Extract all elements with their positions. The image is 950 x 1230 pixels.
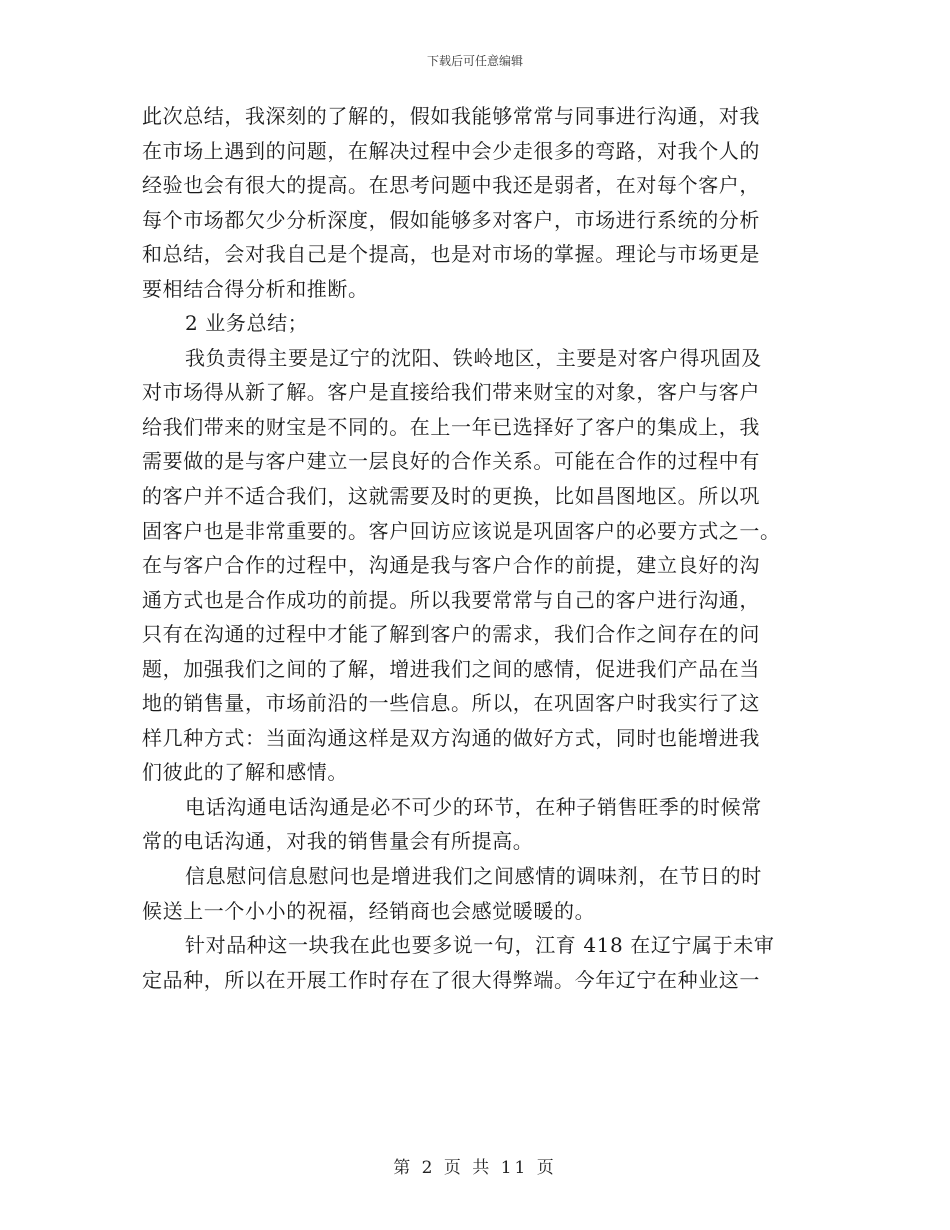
text-line: 要相结合得分析和推断。 — [142, 276, 369, 301]
text-line: 此次总结，我深刻的了解的，假如我能够常常与同事进行沟通，对我 — [142, 104, 760, 128]
text-line: 候送上一个小小的祝福，经销商也会感觉暖暖的。 — [142, 898, 596, 923]
text-line: 样几种方式：当面沟通这样是双方沟通的做好方式，同时也能增进我 — [142, 725, 760, 750]
text-line: 经验也会有很大的提高。在思考问题中我还是弱者，在对每个客户， — [142, 173, 760, 198]
text-line: 需要做的是与客户建立一层良好的合作关系。可能在合作的过程中有 — [142, 449, 760, 474]
text-line: 给我们带来的财宝是不同的。在上一年已选择好了客户的集成上，我 — [142, 414, 760, 439]
text-line: 每个市场都欠少分析深度，假如能够多对客户，市场进行系统的分析 — [142, 207, 760, 232]
text-line: 在市场上遇到的问题，在解决过程中会少走很多的弯路，对我个人的 — [142, 138, 760, 163]
text-line: 对市场得从新了解。客户是直接给我们带来财宝的对象，客户与客户 — [142, 380, 760, 405]
text-line: 定品种，所以在开展工作时存在了很大得弊端。今年辽宁在种业这一 — [142, 967, 760, 992]
text-line: 常的电话沟通，对我的销售量会有所提高。 — [142, 829, 534, 854]
page-header: 下载后可任意编辑 — [426, 54, 523, 68]
text-line: 的客户并不适合我们，这就需要及时的更换，比如昌图地区。所以巩 — [142, 484, 760, 509]
text-line: 通方式也是合作成功的前提。所以我要常常与自己的客户进行沟通， — [142, 587, 760, 612]
text-line: 信息慰问信息慰问也是增进我们之间感情的调味剂，在节日的时 — [185, 864, 762, 889]
text-line: 2 业务总结； — [185, 311, 309, 336]
text-line: 在与客户合作的过程中，沟通是我与客户合作的前提，建立良好的沟 — [142, 553, 760, 578]
text-line: 地的销售量，市场前沿的一些信息。所以，在巩固客户时我实行了这 — [142, 691, 760, 716]
text-line: 题，加强我们之间的了解，增进我们之间的感情，促进我们产品在当 — [142, 656, 760, 681]
text-line: 固客户也是非常重要的。客户回访应该说是巩固客户的必要方式之一。 — [142, 518, 781, 543]
page-footer: 第 2 页 共 11 页 — [393, 1158, 557, 1178]
text-line: 电话沟通电话沟通是必不可少的环节，在种子销售旺季的时候常 — [185, 794, 762, 819]
text-line: 针对品种这一块我在此也要多说一句，江育 418 在辽宁属于未审 — [185, 933, 775, 958]
text-line: 我负责得主要是辽宁的沈阳、铁岭地区，主要是对客户得巩固及 — [185, 345, 762, 370]
text-line: 们彼此的了解和感情。 — [142, 760, 348, 785]
text-line: 只有在沟通的过程中才能了解到客户的需求，我们合作之间存在的问 — [142, 622, 760, 647]
text-line: 和总结，会对我自己是个提高，也是对市场的掌握。理论与市场更是 — [142, 242, 760, 267]
document-body — [142, 99, 812, 997]
